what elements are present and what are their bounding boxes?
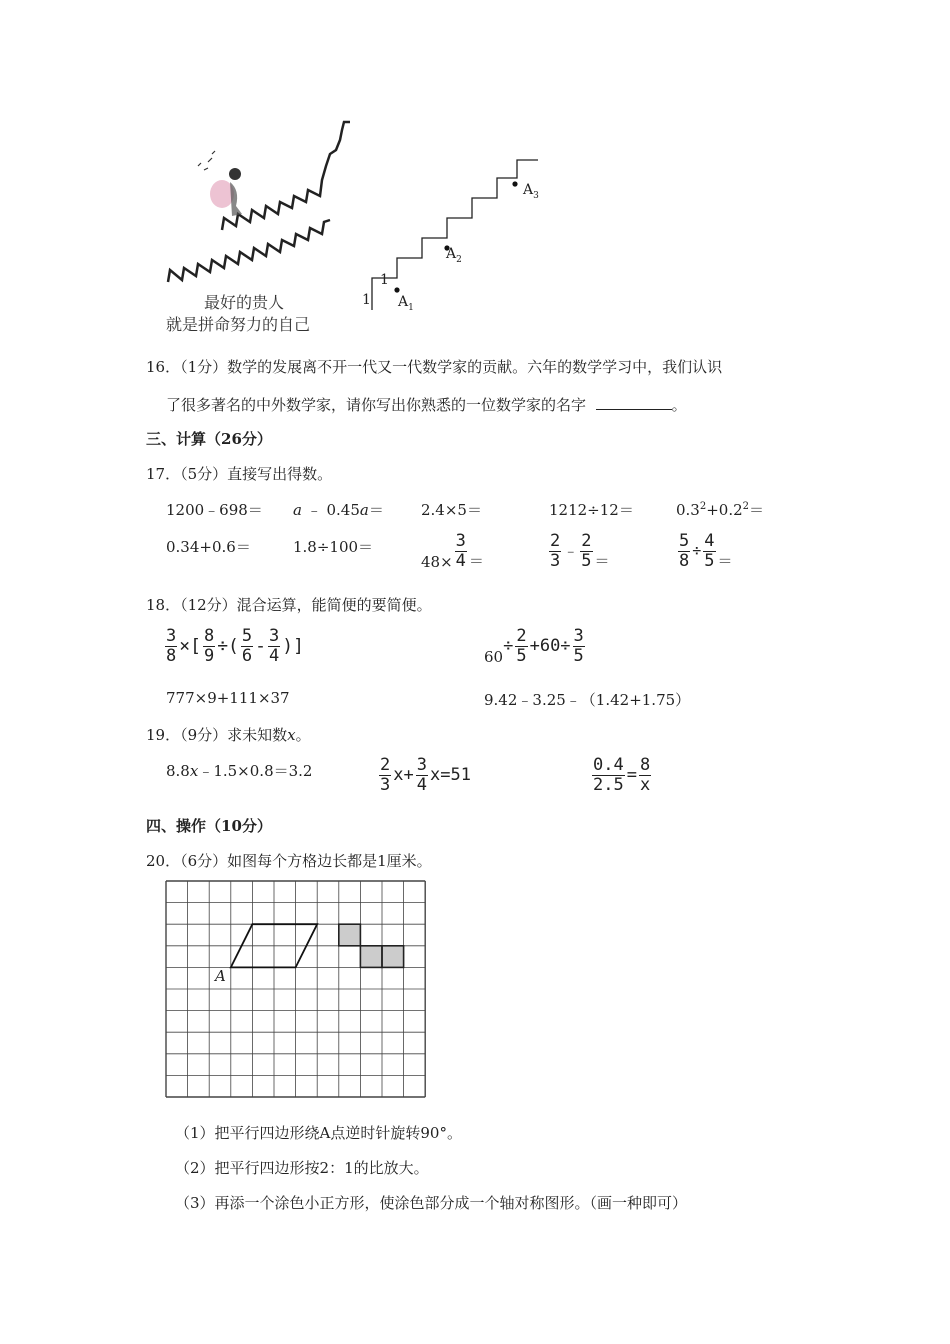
q17-item-7: 1.8÷100＝ [293,538,374,556]
illustration-caption-2: 就是拼命努力的自己 [166,315,311,334]
point-a-label: A [215,967,226,985]
q20-step-2: （2）把平行四边形按2：1的比放大。 [175,1159,429,1177]
q18-expr-4: 9.42﹣3.25﹣（1.42+1.75） [484,691,691,709]
point-a1-label: $A_1$ [398,294,414,313]
q18-expr-1: $\frac{3}{8}$ ×[ $\frac{8}{9}$ ÷( $\frac{5}{6}$ - $\frac{3}{4}$ )] [166,626,304,666]
section-3-heading: 三、计算（26分） [146,430,272,448]
shaded-square [382,946,404,968]
q17-item-5: $0.3^2+0.2^2=$ [676,501,765,519]
q19-title: 19．（9分）求未知数x。 [146,726,311,744]
q16-line-2: 了很多著名的中外数学家，请你写出你熟悉的一位数学家的名字 。 [166,396,687,414]
q17-item-1: 1200﹣698＝ [166,501,263,519]
stair-label-side: 1 [362,292,371,308]
q17-item-6: 0.34+0.6＝ [166,538,251,556]
point-a3-label: $A_3$ [523,182,539,201]
point-a2-label: $A_2$ [446,246,462,265]
shaded-square [339,924,361,946]
q18-expr-3: 777×9+111×37 [166,689,290,707]
q17-item-9: $\frac{2}{3}$ ﹣ $\frac{2}{5}$ ＝ [550,531,610,571]
q20-step-1: （1）把平行四边形绕A点逆时针旋转90°。 [175,1124,462,1142]
q16-answer-blank[interactable] [596,395,672,410]
q19-eq-2: $\frac{2}{3}$ x+ $\frac{3}{4}$ x=51 [380,755,471,795]
shaded-square [360,946,382,968]
q17-title: 17．（5分）直接写出得数。 [146,465,333,483]
q19-eq-1: 8.8x﹣1.5×0.8＝3.2 [166,762,313,780]
q17-item-10: $\frac{5}{8}$ ÷ $\frac{4}{5}$ ＝ [679,531,733,571]
section-4-heading: 四、操作（10分） [146,817,272,835]
q20-title: 20．（6分）如图每个方格边长都是1厘米。 [146,852,432,870]
q18-expr-2: 60÷ $\frac{2}{5}$ +60÷ $\frac{3}{5}$ [484,626,584,666]
q20-grid-figure [165,880,427,1104]
q16-line-1: 16．（1分）数学的发展离不开一代又一代数学家的贡献。六年的数学学习中，我们认识 [146,358,723,376]
q17-item-4: 1212÷12＝ [549,501,634,519]
illustration-caption-1: 最好的贵人 [204,293,285,312]
q18-title: 18．（12分）混合运算，能简便的要简便。 [146,596,432,614]
square-grid [165,880,427,1100]
stair-label-top: 1 [380,272,389,288]
q19-eq-3: $\frac{0.4}{2.5}$ = $\frac{8}{x}$ [593,755,651,795]
q20-step-3: （3）再添一个涂色小正方形，使涂色部分成一个轴对称图形。（画一种即可） [175,1194,688,1212]
q17-item-3: 2.4×5＝ [421,501,482,519]
q17-item-8: 48× $\frac{3}{4}$ ＝ [421,531,484,571]
q17-item-2: a ﹣ 0.45a＝ [293,501,384,519]
